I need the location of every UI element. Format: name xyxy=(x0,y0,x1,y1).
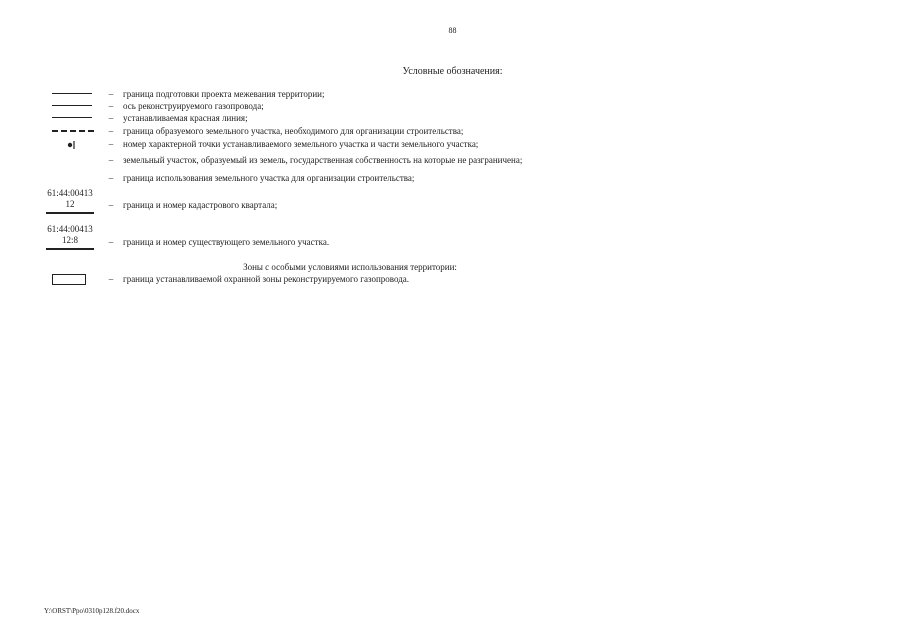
cadastral-quarter-number: 61:44:00413 xyxy=(47,188,93,198)
legend-dash: – xyxy=(108,113,114,123)
legend-row-project-boundary xyxy=(0,88,905,100)
legend-row-cadastral-quarter xyxy=(0,199,905,211)
existing-plot-boundary-line xyxy=(46,248,94,250)
legend-text: граница образуемого земельного участка, необходимого для организации строительства; xyxy=(123,126,464,136)
legend-text: земельный участок, образуемый из земель, государственная собственность на которые не разграничена; xyxy=(123,155,523,165)
legend-dash: – xyxy=(108,89,114,99)
footer-file-path: Y:\ORST\Ppo\0310p128.f20.docx xyxy=(44,607,140,615)
zones-title: Зоны с особыми условиями использования территории: xyxy=(243,262,457,272)
legend-symbol-point xyxy=(44,138,96,150)
legend-text: устанавливаемая красная линия; xyxy=(123,113,248,123)
legend-row-red-line xyxy=(0,112,905,124)
legend-dash: – xyxy=(108,139,114,149)
legend-dash: – xyxy=(108,274,114,284)
legend-row-construction-use-boundary xyxy=(0,172,905,184)
page-number: 88 xyxy=(448,26,457,35)
legend-row-protection-zone xyxy=(0,273,905,285)
legend-symbol-solid-line xyxy=(44,100,96,112)
legend-row-state-land-plot xyxy=(0,154,905,166)
legend-text: ось реконструируемого газопровода; xyxy=(123,101,264,111)
legend-dash: – xyxy=(108,237,114,247)
legend-text: граница и номер существующего земельного участка. xyxy=(123,237,330,247)
legend-title: Условные обозначения: xyxy=(402,66,503,77)
existing-plot-quarter: 61:44:00413 xyxy=(47,224,93,234)
legend-text: номер характерной точки устанавливаемого земельного участка и части земельного участка; xyxy=(123,139,479,149)
legend-text: граница устанавливаемой охранной зоны реконструируемого газопровода. xyxy=(123,274,410,284)
legend-text: граница подготовки проекта межевания территории; xyxy=(123,89,325,99)
existing-plot-number: 12:8 xyxy=(61,235,78,245)
legend-symbol-solid-line xyxy=(44,88,96,100)
legend-symbol-zone-rectangle xyxy=(44,273,96,285)
legend-dash: – xyxy=(108,200,114,210)
legend-row-characteristic-point xyxy=(0,138,905,150)
legend-row-pipeline-axis xyxy=(0,100,905,112)
cadastral-quarter-boundary-line xyxy=(46,212,94,214)
legend-symbol-solid-line xyxy=(44,112,96,124)
legend-row-formed-plot-boundary xyxy=(0,125,905,137)
legend-row-existing-plot xyxy=(0,236,905,248)
legend-symbol-dashed-line xyxy=(44,125,96,137)
cadastral-quarter-sub: 12 xyxy=(65,199,75,209)
legend-text: граница использования земельного участка для организации строительства; xyxy=(123,173,415,183)
legend-dash: – xyxy=(108,101,114,111)
point-marker-icon xyxy=(66,141,80,149)
legend-text: граница и номер кадастрового квартала; xyxy=(123,200,278,210)
legend-dash: – xyxy=(108,173,114,183)
legend-dash: – xyxy=(108,126,114,136)
legend-dash: – xyxy=(108,155,114,165)
